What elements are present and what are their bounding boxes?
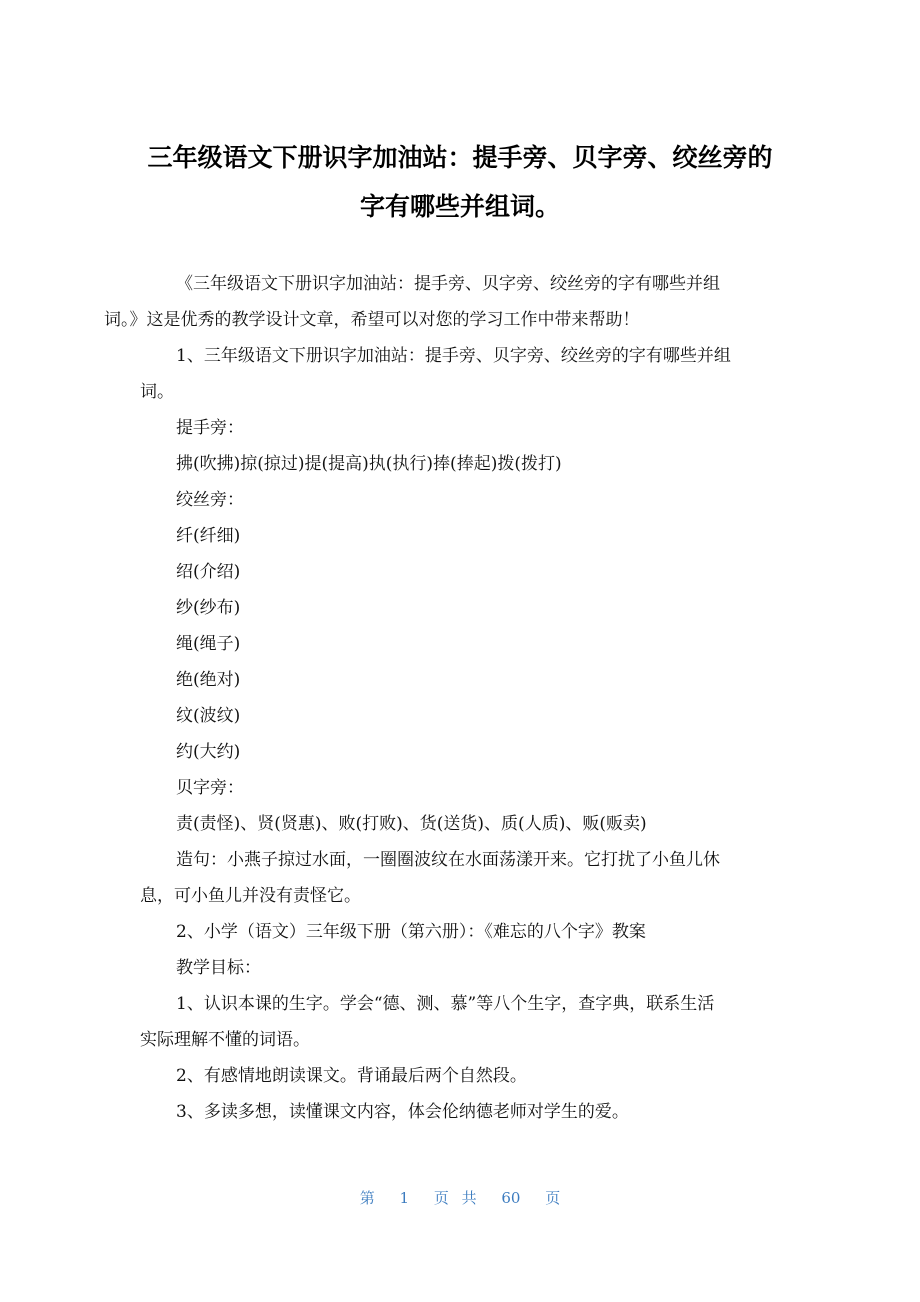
paragraph-line: 《三年级语文下册识字加油站：提手旁、贝字旁、绞丝旁的字有哪些并组 — [176, 274, 720, 294]
heading-jiao-si-pang: 绞丝旁： — [176, 490, 244, 510]
paragraph-line: 息，可小鱼儿并没有责怪它。 — [140, 886, 361, 906]
word-item: 纹(波纹) — [176, 706, 241, 726]
paragraph-line: 1、认识本课的生字。学会“德、测、慕”等八个生字，查字典，联系生活 — [176, 994, 715, 1014]
paragraph-line: 实际理解不懂的词语。 — [140, 1030, 310, 1050]
paragraph-goal-3: 3、多读多想，读懂课文内容，体会伦纳德老师对学生的爱。 — [176, 1102, 629, 1122]
paragraph-sentence-example — [140, 842, 780, 914]
footer-prefix: 第 — [359, 1189, 375, 1207]
document-title-line-1: 三年级语文下册识字加油站：提手旁、贝字旁、绞丝旁的 — [147, 143, 773, 172]
document-body — [104, 266, 780, 1130]
heading-teaching-goals: 教学目标： — [176, 958, 261, 978]
paragraph-goal-1 — [140, 986, 780, 1058]
paragraph-line: 词。》这是优秀的教学设计文章，希望可以对您的学习工作中带来帮助！ — [104, 310, 640, 330]
heading-ti-shou-pang: 提手旁： — [176, 418, 244, 438]
footer-suffix: 页 — [545, 1189, 561, 1207]
word-item: 纤(纤细) — [176, 526, 241, 546]
paragraph-intro — [104, 266, 780, 338]
footer-page-number: 1 — [399, 1189, 410, 1207]
heading-bei-zi-pang: 贝字旁： — [176, 778, 244, 798]
paragraph-line: 1、三年级语文下册识字加油站：提手旁、贝字旁、绞丝旁的字有哪些并组 — [176, 346, 731, 366]
page-footer — [0, 1187, 920, 1208]
word-item: 约(大约) — [176, 742, 241, 762]
word-item: 绝(绝对) — [176, 670, 241, 690]
word-item: 绳(绳子) — [176, 634, 241, 654]
paragraph-goal-2: 2、有感情地朗读课文。背诵最后两个自然段。 — [176, 1066, 527, 1086]
footer-middle: 页 共 — [433, 1189, 477, 1207]
word-list-ti-shou-pang: 拂(吹拂)掠(掠过)提(提高)执(执行)捧(捧起)拨(拨打) — [176, 454, 562, 474]
paragraph-line: 造句：小燕子掠过水面，一圈圈波纹在水面荡漾开来。它打扰了小鱼儿休 — [176, 850, 720, 870]
paragraph-section-2: 2、小学（语文）三年级下册（第六册）：《难忘的八个字》教案 — [176, 922, 646, 942]
footer-total-pages: 60 — [501, 1189, 521, 1207]
paragraph-line: 词。 — [140, 382, 174, 402]
word-item: 绍(介绍) — [176, 562, 241, 582]
document-title-line-2: 字有哪些并组词。 — [359, 192, 560, 221]
word-item: 纱(纱布) — [176, 598, 241, 618]
word-list-bei-zi-pang: 责(责怪)、贤(贤惠)、败(打败)、货(送货)、质(人质)、贩(贩卖) — [176, 814, 647, 834]
paragraph-section-1 — [140, 338, 780, 410]
